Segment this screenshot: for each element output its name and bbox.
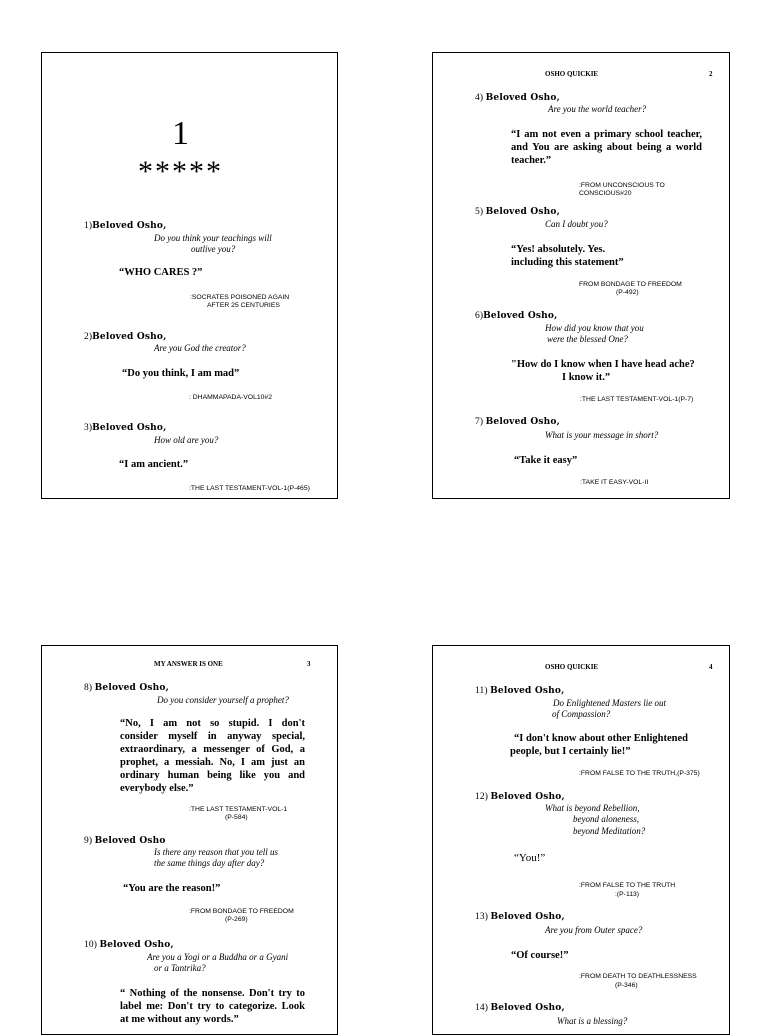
question-text: Do Enlightened Masters lie out (553, 698, 666, 708)
source-reference: :THE LAST TESTAMENT-VOL-1(P-465) (189, 485, 310, 492)
question-number-label: 14) Beloved Osho, (475, 1003, 565, 1013)
question-text: Are you from Outer space? (545, 925, 643, 935)
answer-text: “Do you think, I am mad” (122, 368, 240, 379)
question-number-label: 13) Beloved Osho, (475, 912, 565, 922)
question-number-label: 9) Beloved Osho (84, 836, 166, 846)
page-header-title: OSHO QUICKIE (545, 663, 599, 671)
source-reference: (P-346) (615, 982, 638, 989)
page-header-title: MY ANSWER IS ONE (154, 660, 223, 668)
salutation: Beloved Osho, (490, 792, 565, 802)
question-number-label: 1)Beloved Osho, (84, 221, 167, 231)
source-reference: :FROM FALSE TO THE TRUTH,(P-375) (579, 770, 700, 777)
source-reference: AFTER 25 CENTURIES (207, 302, 280, 309)
answer-text: consider myself in anyway special, (120, 731, 305, 742)
answer-text: including this statement” (511, 257, 624, 268)
source-reference: :TAKE IT EASY-VOL-II (580, 479, 649, 486)
answer-text: everybody else.” (120, 783, 194, 794)
source-reference: CONSCIOUS#20 (579, 190, 632, 197)
source-reference: :SOCRATES POISONED AGAIN (190, 294, 290, 301)
source-reference: :THE LAST TESTAMENT-VOL-1 (189, 806, 288, 813)
question-text: Do you consider yourself a prophet? (157, 695, 289, 705)
source-reference: :(P-113) (615, 891, 640, 898)
answer-text: prophet, a messiah. No, I am just an (120, 757, 305, 768)
answer-text: “No, I am not so stupid. I don't (120, 718, 305, 729)
question-text: beyond Meditation? (573, 826, 646, 836)
question-number-label: 7) Beloved Osho, (475, 417, 560, 427)
source-reference: (P-492) (616, 289, 639, 296)
question-text: outlive you? (191, 244, 236, 254)
salutation: Beloved Osho, (483, 311, 558, 321)
source-reference: : DHAMMAPADA-VOL10#2 (189, 394, 272, 401)
question-number-label: 3)Beloved Osho, (84, 423, 167, 433)
salutation: Beloved Osho, (92, 423, 167, 433)
question-text: Is there any reason that you tell us (154, 847, 279, 857)
page-3 (41, 645, 338, 1035)
source-reference: :FROM UNCONSCIOUS TO (579, 182, 665, 189)
question-text: or a Tantrika? (154, 963, 206, 973)
page-number: 3 (307, 660, 311, 668)
question-number-label: 12) Beloved Osho, (475, 792, 565, 802)
salutation: Beloved Osho, (490, 1003, 565, 1013)
page-number: 4 (709, 663, 713, 671)
answer-text: teacher.” (511, 155, 552, 166)
answer-text: label me: Don't try to categorize. Look (120, 1001, 305, 1012)
question-text: were the blessed One? (547, 334, 628, 344)
answer-text: people, but I certainly lie!” (510, 746, 631, 757)
answer-text: “I don't know about other Enlightened (514, 733, 688, 744)
question-text: the same things day after day? (154, 858, 265, 868)
question-text: What is your message in short? (545, 430, 659, 440)
question-text: Are you a Yogi or a Buddha or a Gyani (147, 952, 289, 962)
answer-text: “You!” (514, 852, 546, 864)
answer-text: “ Nothing of the nonsense. Don't try to (120, 988, 305, 999)
question-number-label: 5) Beloved Osho, (475, 207, 560, 217)
question-text: What is beyond Rebellion, (545, 803, 640, 813)
source-reference: (P-269) (225, 916, 248, 923)
page-2 (432, 52, 730, 499)
salutation: Beloved Osho, (490, 686, 565, 696)
question-number-label: 4) Beloved Osho, (475, 93, 560, 103)
question-number-label: 2)Beloved Osho, (84, 332, 167, 342)
answer-text: “You are the reason!” (123, 883, 221, 894)
salutation: Beloved Osho, (99, 940, 174, 950)
salutation: Beloved Osho, (485, 207, 560, 217)
salutation: Beloved Osho, (490, 912, 565, 922)
question-number-label: 8) Beloved Osho, (84, 683, 169, 693)
page-number: 2 (709, 70, 713, 78)
question-text: What is a blessing? (557, 1016, 628, 1026)
answer-text: “Of course!” (511, 950, 569, 961)
answer-text: extraordinary, a messenger of God, a (120, 744, 305, 755)
salutation: Beloved Osho (94, 836, 166, 846)
question-number-label: 6)Beloved Osho, (475, 311, 558, 321)
chapter-stars: ***** (138, 155, 223, 188)
source-reference: :FROM BONDAGE TO FREEDOM (189, 908, 294, 915)
answer-text: “Yes! absolutely. Yes. (511, 244, 606, 255)
question-text: Do you think your teachings will (154, 233, 272, 243)
question-text: How old are you? (154, 435, 219, 445)
question-text: How did you know that you (545, 323, 644, 333)
salutation: Beloved Osho, (92, 332, 167, 342)
question-number-label: 11) Beloved Osho, (475, 686, 565, 696)
answer-text: “I am not even a primary school teacher, (511, 129, 702, 140)
question-text: Can I doubt you? (545, 219, 608, 229)
question-text: Are you God the creator? (154, 343, 246, 353)
salutation: Beloved Osho, (485, 417, 560, 427)
answer-text: at me without any words.” (120, 1014, 239, 1025)
source-reference: (P-584) (225, 814, 248, 821)
source-reference: :FROM DEATH TO DEATHLESSNESS (579, 973, 697, 980)
answer-text: and You are asking about being a world (511, 142, 702, 153)
salutation: Beloved Osho, (92, 221, 167, 231)
page-header-title: OSHO QUICKIE (545, 70, 599, 78)
question-number-label: 10) Beloved Osho, (84, 940, 174, 950)
answer-text: “Take it easy” (514, 455, 578, 466)
answer-text: ordinary human being like you and (120, 770, 305, 781)
page-1 (41, 52, 338, 499)
answer-text: “WHO CARES ?” (119, 267, 203, 278)
page-4 (432, 645, 730, 1035)
salutation: Beloved Osho, (485, 93, 560, 103)
question-text: beyond aloneness, (573, 814, 639, 824)
question-text: of Compassion? (552, 709, 611, 719)
answer-text: “I am ancient.” (119, 459, 189, 470)
answer-text: "How do I know when I have head ache? (511, 359, 695, 370)
answer-text: I know it.” (562, 372, 611, 383)
source-reference: :FROM FALSE TO THE TRUTH (579, 882, 676, 889)
salutation: Beloved Osho, (94, 683, 169, 693)
question-text: Are you the world teacher? (548, 104, 647, 114)
chapter-number: 1 (172, 115, 189, 152)
source-reference: FROM BONDAGE TO FREEDOM (579, 281, 682, 288)
source-reference: :THE LAST TESTAMENT-VOL-1(P-7) (580, 396, 694, 403)
